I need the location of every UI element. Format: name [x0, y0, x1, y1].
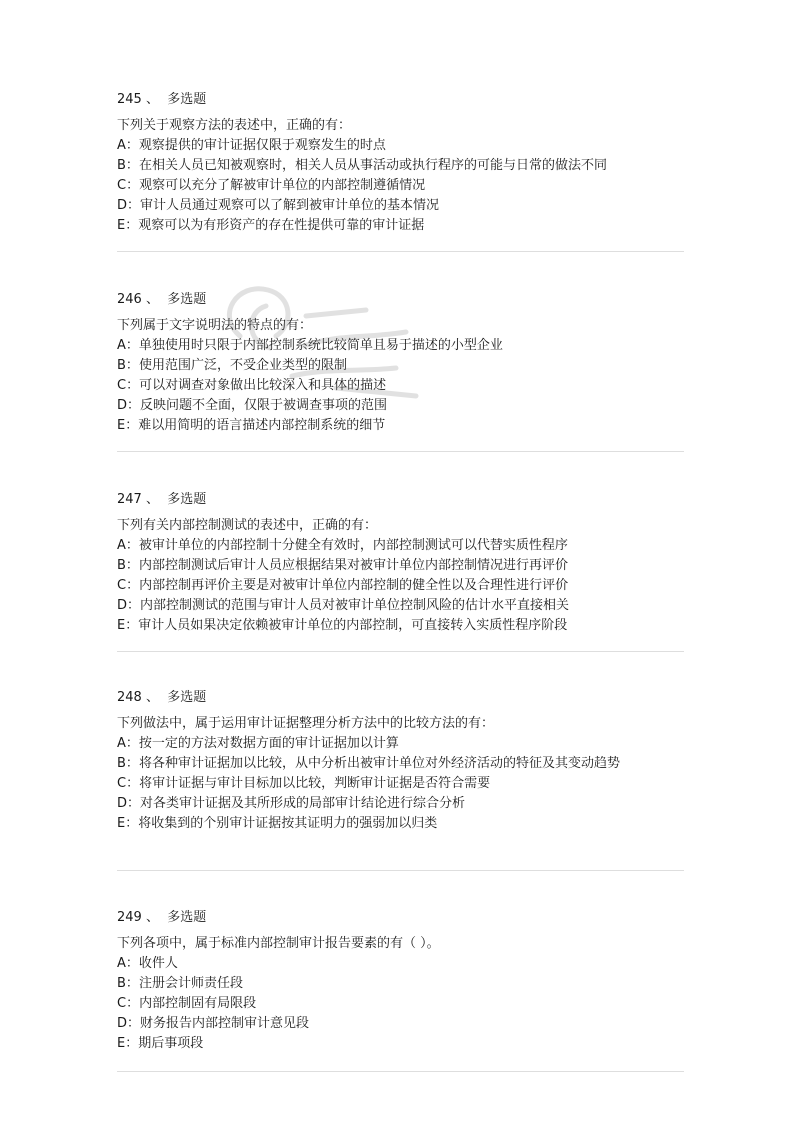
option-text: 注册会计师责任段 — [138, 976, 243, 991]
option-letter: A： — [117, 138, 139, 153]
question-stem: 下列做法中，属于运用审计证据整理分析方法中的比较方法的有： — [117, 716, 495, 731]
option-letter: A： — [117, 338, 139, 353]
option-text: 将收集到的个别审计证据按其证明力的强弱加以归类 — [138, 816, 438, 831]
option-d — [117, 1014, 687, 1034]
question-type: 多选题 — [167, 492, 207, 507]
option-letter: A： — [117, 538, 139, 553]
option-text: 单独使用时只限于内部控制系统比较简单且易于描述的小型企业 — [138, 338, 503, 353]
option-b — [117, 754, 687, 774]
option-text: 财务报告内部控制审计意见段 — [140, 1016, 310, 1031]
question-248 — [117, 688, 687, 834]
option-text: 审计人员通过观察可以了解到被审计单位的基本情况 — [140, 198, 440, 213]
option-letter: E： — [117, 1036, 139, 1051]
option-letter: C： — [117, 378, 140, 393]
option-text: 内部控制测试后审计人员应根据结果对被审计单位内部控制情况进行再评价 — [138, 558, 568, 573]
question-249 — [117, 908, 687, 1054]
question-type: 多选题 — [167, 910, 207, 925]
option-text: 被审计单位的内部控制十分健全有效时，内部控制测试可以代替实质性程序 — [138, 538, 568, 553]
option-d — [117, 396, 687, 416]
question-number: 245 — [117, 92, 142, 107]
question-header — [117, 290, 687, 310]
question-number: 247 — [117, 492, 142, 507]
option-letter: D： — [117, 1016, 141, 1031]
option-letter: E： — [117, 618, 139, 633]
option-text: 将各种审计证据加以比较，从中分析出被审计单位对外经济活动的特征及其变动趋势 — [138, 756, 620, 771]
question-number: 249 — [117, 910, 142, 925]
option-letter: E： — [117, 218, 139, 233]
question-divider — [117, 1071, 684, 1072]
option-letter: B： — [117, 158, 139, 173]
question-separator: 、 — [145, 92, 159, 107]
question-number: 246 — [117, 292, 142, 307]
option-text: 将审计证据与审计目标加以比较，判断审计证据是否符合需要 — [139, 776, 491, 791]
question-247 — [117, 490, 687, 636]
option-letter: C： — [117, 578, 140, 593]
option-e — [117, 1034, 687, 1054]
question-divider — [117, 251, 684, 252]
option-text: 观察可以为有形资产的存在性提供可靠的审计证据 — [138, 218, 425, 233]
option-e — [117, 814, 687, 834]
question-separator: 、 — [145, 690, 159, 705]
option-letter: E： — [117, 418, 139, 433]
question-type: 多选题 — [167, 292, 207, 307]
option-c — [117, 576, 687, 596]
option-letter: D： — [117, 398, 141, 413]
option-text: 内部控制再评价主要是对被审计单位内部控制的健全性以及合理性进行评价 — [139, 578, 569, 593]
option-e — [117, 416, 687, 436]
option-text: 难以用简明的语言描述内部控制系统的细节 — [138, 418, 386, 433]
option-e — [117, 616, 687, 636]
option-a — [117, 136, 687, 156]
option-c — [117, 376, 687, 396]
option-c — [117, 176, 687, 196]
question-stem: 下列关于观察方法的表述中，正确的有： — [117, 118, 352, 133]
option-text: 使用范围广泛，不受企业类型的限制 — [138, 358, 347, 373]
option-d — [117, 794, 687, 814]
question-divider — [117, 870, 684, 871]
question-separator: 、 — [145, 910, 159, 925]
option-letter: A： — [117, 956, 139, 971]
option-b — [117, 356, 687, 376]
option-b — [117, 974, 687, 994]
question-stem: 下列各项中，属于标准内部控制审计报告要素的有（ ）。 — [117, 936, 440, 951]
option-letter: D： — [117, 198, 141, 213]
option-text: 可以对调查对象做出比较深入和具体的描述 — [139, 378, 387, 393]
option-letter: C： — [117, 776, 140, 791]
option-text: 对各类审计证据及其所形成的局部审计结论进行综合分析 — [140, 796, 466, 811]
option-letter: B： — [117, 756, 139, 771]
option-text: 内部控制测试的范围与审计人员对被审计单位控制风险的估计水平直接相关 — [140, 598, 570, 613]
option-letter: A： — [117, 736, 139, 751]
option-letter: C： — [117, 178, 140, 193]
question-246 — [117, 290, 687, 436]
option-b — [117, 156, 687, 176]
question-divider — [117, 651, 684, 652]
question-stem: 下列属于文字说明法的特点的有： — [117, 318, 313, 333]
question-number: 248 — [117, 690, 142, 705]
option-letter: E： — [117, 816, 139, 831]
option-text: 内部控制固有局限段 — [139, 996, 257, 1011]
question-stem: 下列有关内部控制测试的表述中，正确的有： — [117, 518, 378, 533]
option-text: 反映问题不全面，仅限于被调查事项的范围 — [140, 398, 388, 413]
option-letter: D： — [117, 598, 141, 613]
question-type: 多选题 — [167, 92, 207, 107]
option-a — [117, 954, 687, 974]
option-a — [117, 734, 687, 754]
option-c — [117, 774, 687, 794]
question-type: 多选题 — [167, 690, 207, 705]
option-text: 观察可以充分了解被审计单位的内部控制遵循情况 — [139, 178, 426, 193]
option-text: 审计人员如果决定依赖被审计单位的内部控制，可直接转入实质性程序阶段 — [138, 618, 568, 633]
question-header — [117, 90, 687, 110]
option-text: 观察提供的审计证据仅限于观察发生的时点 — [138, 138, 386, 153]
option-a — [117, 536, 687, 556]
option-letter: B： — [117, 976, 139, 991]
question-header — [117, 908, 687, 928]
option-c — [117, 994, 687, 1014]
option-letter: D： — [117, 796, 141, 811]
question-separator: 、 — [145, 492, 159, 507]
option-a — [117, 336, 687, 356]
option-d — [117, 196, 687, 216]
question-245 — [117, 90, 687, 236]
question-header — [117, 688, 687, 708]
option-text: 期后事项段 — [138, 1036, 204, 1051]
option-b — [117, 556, 687, 576]
option-letter: C： — [117, 996, 140, 1011]
option-text: 收件人 — [138, 956, 178, 971]
question-header — [117, 490, 687, 510]
option-e — [117, 216, 687, 236]
option-text: 在相关人员已知被观察时，相关人员从事活动或执行程序的可能与日常的做法不同 — [138, 158, 607, 173]
option-letter: B： — [117, 558, 139, 573]
option-d — [117, 596, 687, 616]
question-separator: 、 — [145, 292, 159, 307]
question-divider — [117, 451, 684, 452]
option-letter: B： — [117, 358, 139, 373]
option-text: 按一定的方法对数据方面的审计证据加以计算 — [138, 736, 399, 751]
